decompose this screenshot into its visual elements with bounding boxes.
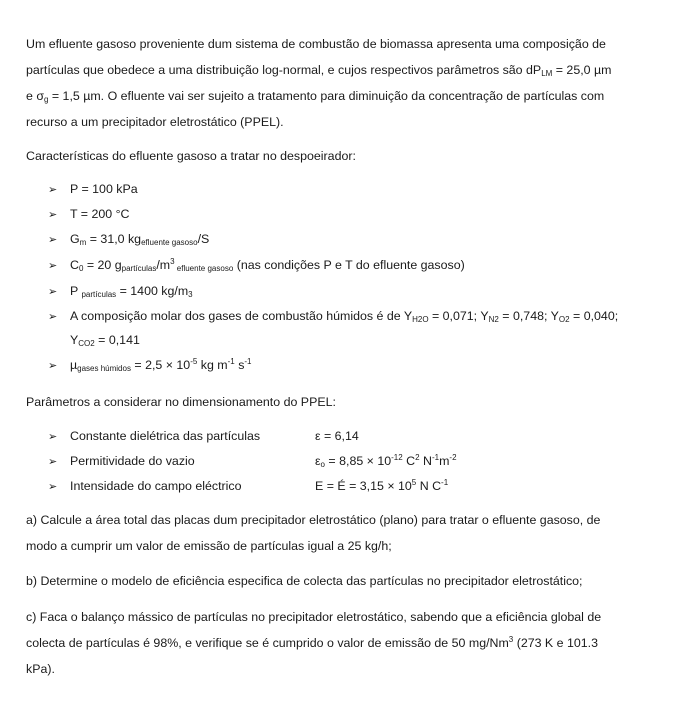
bullet-arrow-icon: ➢ bbox=[48, 456, 58, 468]
bullet-arrow-icon: ➢ bbox=[48, 286, 58, 298]
question-c-line-3: kPa). bbox=[26, 662, 55, 676]
param-permittivity-value: $\varepsilon_o = 8,85 \times 10^{-12}$ $C^2$ $N^{-1}m^{-2}$ bbox=[315, 453, 457, 469]
bullet-viscosity: ➢ $\mu_{gases húmidos} = 2,5 \times 10^{-5}$ kg $m^{-1}$ $s^{-1}$ bbox=[48, 355, 252, 376]
bullet-arrow-icon: ➢ bbox=[48, 360, 58, 372]
question-c-line-1: c) Faca o balanço mássico de partículas no precipitador eletrostático, sabendo que a eficiência global de bbox=[26, 610, 602, 624]
bullet-pressure: ➢ P = 100 kPa bbox=[48, 179, 138, 200]
bullet-arrow-icon: ➢ bbox=[48, 431, 58, 443]
bullet-mass-flow: ➢ $G_m = 31,0$ $kg_{efluente gasoso}/S$ bbox=[48, 229, 209, 250]
bullet-arrow-icon: ➢ bbox=[48, 234, 58, 246]
param-field-label: ➢ Intensidade do campo eléctrico bbox=[48, 476, 242, 497]
question-b: b) Determine o modelo de eficiência especifica de colecta das partículas no precipitador eletrostático; bbox=[26, 574, 583, 588]
bullet-temperature: ➢ T = 200 °C bbox=[48, 204, 130, 225]
param-permittivity-label: ➢ Permitividade do vazio bbox=[48, 451, 195, 472]
bullet-arrow-icon: ➢ bbox=[48, 184, 58, 196]
bullet-arrow-icon: ➢ bbox=[48, 260, 58, 272]
characteristics-heading: Características do efluente gasoso a tratar no despoeirador: bbox=[26, 149, 356, 163]
question-c bbox=[26, 604, 656, 682]
bullet-arrow-icon: ➢ bbox=[48, 209, 58, 221]
param-field-value: E = É = $3,15 \times 10^5$ N $C^{-1}$ bbox=[315, 478, 449, 493]
bullet-arrow-icon: ➢ bbox=[48, 311, 58, 323]
question-a-line-2: modo a cumprir um valor de emissão de partículas igual a 25 kg/h; bbox=[26, 539, 392, 553]
intro-line-1: Um efluente gasoso proveniente dum sistema de combustão de biomassa apresenta uma composição de bbox=[26, 37, 606, 51]
bullet-gas-composition: ➢ A composição molar dos gases de combustão húmidos é de $Y_{H2O} = 0,071$; $Y_{N2} = 0,748$; $Y_{O2} = 0,040$; bbox=[48, 306, 618, 327]
params-heading: Parâmetros a considerar no dimensionamento do PPEL: bbox=[26, 395, 336, 409]
intro-line-4: recurso a um precipitador eletrostático (PPEL). bbox=[26, 115, 284, 129]
bullet-particle-density: ➢ P $_{partículas}$ = 1400 $kg/m_3$ bbox=[48, 281, 193, 302]
question-c-line-2: colecta de partículas é 98%, e verifique se é cumprido o valor de emissão de 50 mg/Nm$^3$ (273 K e 101.3 bbox=[26, 635, 598, 650]
question-a bbox=[26, 507, 656, 559]
intro-line-3: e $\sigma_g = 1,5$ µm. O efluente vai ser sujeito a tratamento para diminuição da concentração de partículas com bbox=[26, 89, 605, 104]
intro-paragraph bbox=[26, 31, 656, 135]
param-dielectric-value: ε = 6,14 bbox=[315, 429, 359, 443]
bullet-arrow-icon: ➢ bbox=[48, 481, 58, 493]
question-a-line-1: a) Calcule a área total das placas dum precipitador eletrostático (plano) para tratar o efluente gasoso, de bbox=[26, 513, 601, 527]
bullet-gas-composition-cont: $Y_{CO2} = 0,141$ bbox=[70, 333, 140, 348]
param-dielectric-label: ➢ Constante dielétrica das partículas bbox=[48, 426, 260, 447]
bullet-concentration: ➢ $C_0 = 20$ $g_{partículas}/m^3$ $_{efluente gasoso}$ (nas condições P e T do efluente gasoso) bbox=[48, 255, 465, 276]
intro-line-2: partículas que obedece a uma distribuição log-normal, e cujos respectivos parâmetros são $dP_{LM} = 25,0$ µm bbox=[26, 63, 612, 78]
